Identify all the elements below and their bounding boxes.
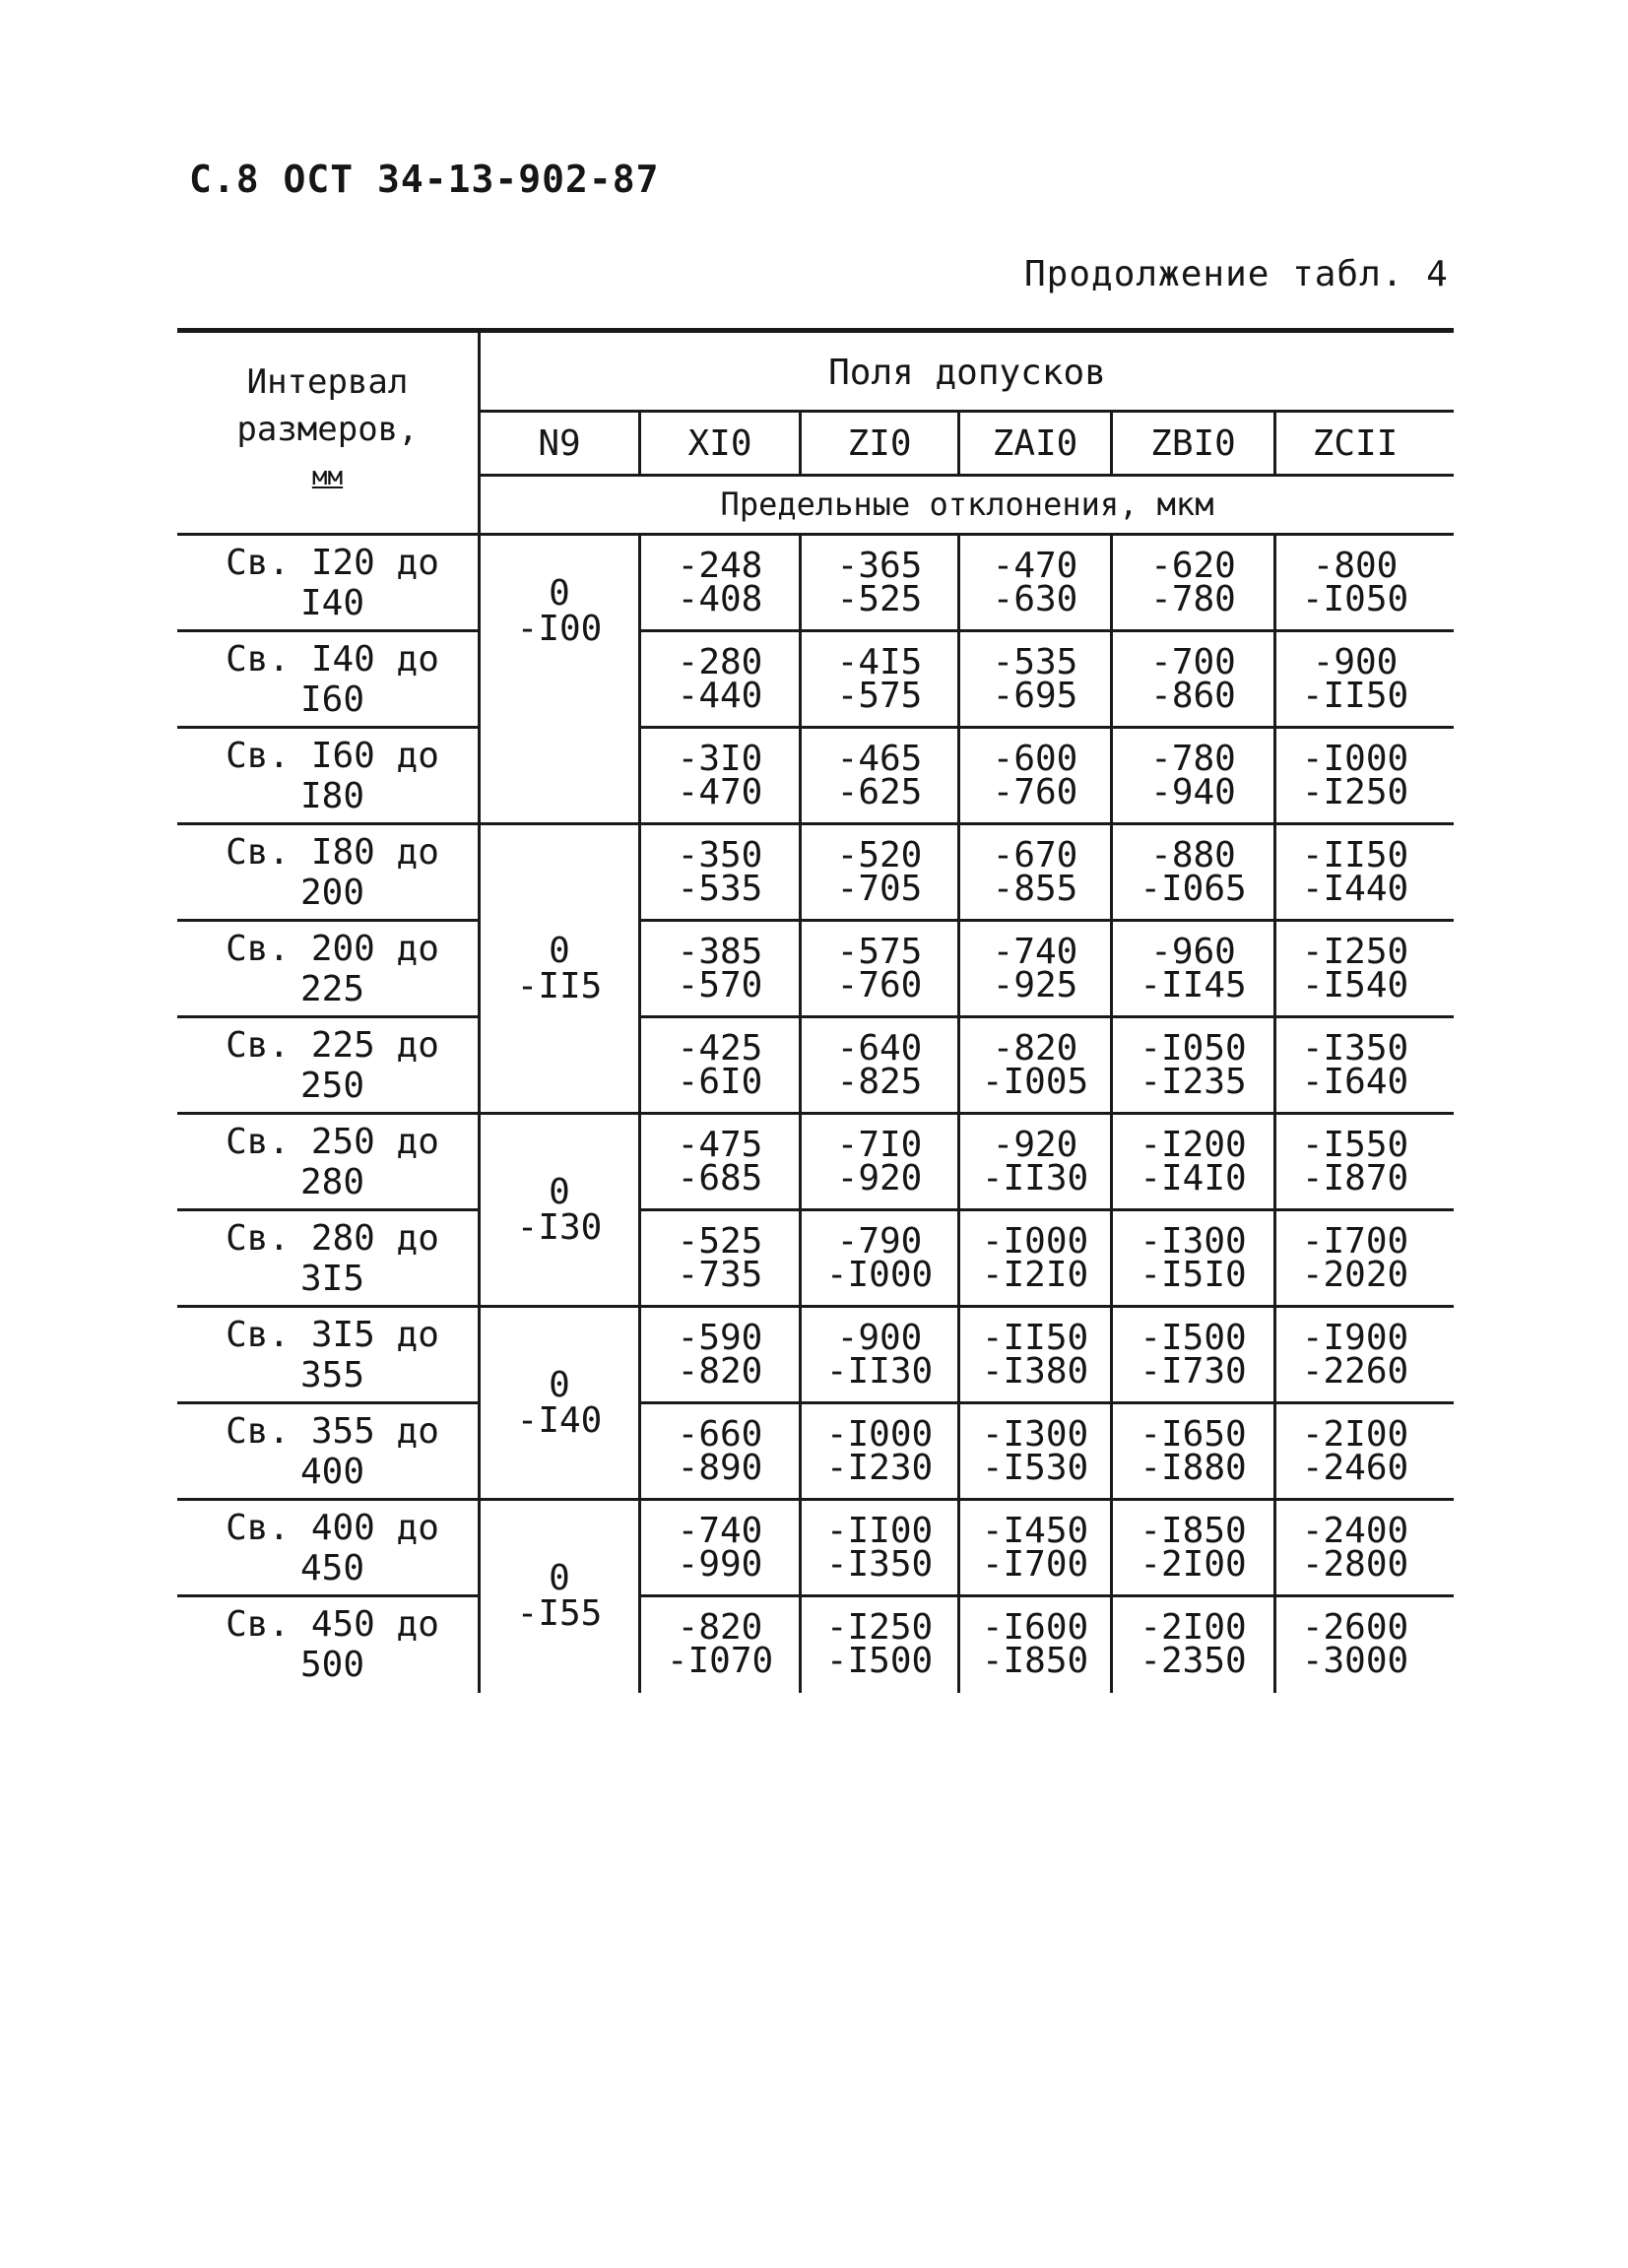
deviation-cell [1113, 728, 1273, 824]
tolerance-table [177, 328, 1454, 1726]
row-interval-label: Св. 280 до 3I5 [226, 1218, 439, 1299]
lower-deviation: -I235 [1140, 1062, 1247, 1102]
n9-deviation-group [481, 1307, 638, 1500]
deviation-cell [1276, 1114, 1434, 1210]
column-header-zb10: ZBI0 [1150, 422, 1236, 464]
lower-deviation: -570 [677, 965, 763, 1005]
lower-deviation: -II30 [825, 1351, 934, 1392]
upper-deviation: -I450 [981, 1511, 1089, 1551]
upper-deviation: -I850 [1140, 1511, 1247, 1551]
deviation-cell [960, 824, 1110, 921]
upper-deviation: -I350 [1301, 1028, 1409, 1069]
deviation-cell [1113, 535, 1273, 631]
n9-lower-deviation: -I40 [516, 1400, 603, 1441]
row-interval-label: Св. I80 до 200 [226, 832, 439, 913]
lower-deviation: -II50 [1301, 676, 1409, 716]
n9-upper-deviation: 0 [549, 1558, 570, 1598]
lower-deviation: -685 [677, 1158, 763, 1199]
upper-deviation: -II50 [981, 1318, 1089, 1358]
upper-deviation: -900 [1312, 642, 1399, 682]
deviation-cell [1113, 1596, 1273, 1693]
deviation-cell [1276, 1596, 1434, 1693]
deviation-cell [641, 728, 799, 824]
upper-deviation: -2400 [1301, 1511, 1409, 1551]
row-interval-label: Св. 355 до 400 [226, 1411, 439, 1492]
upper-deviation: -385 [677, 932, 763, 972]
row-interval-label: Св. 450 до 500 [226, 1604, 439, 1685]
deviation-cell [802, 1307, 957, 1403]
deviation-cell [641, 1500, 799, 1596]
column-header-x10: XI0 [687, 422, 752, 464]
deviation-cell [960, 535, 1110, 631]
lower-deviation: -825 [836, 1062, 923, 1102]
deviation-cell [1113, 921, 1273, 1017]
deviation-cell [641, 1596, 799, 1693]
lower-deviation: -2800 [1301, 1544, 1409, 1585]
lower-deviation: -2I00 [1140, 1544, 1247, 1585]
deviation-cell [1113, 1114, 1273, 1210]
deviation-cell [641, 1307, 799, 1403]
lower-deviation: -I700 [981, 1544, 1089, 1585]
n9-deviation-group [481, 824, 638, 1114]
lower-deviation: -920 [836, 1158, 923, 1199]
upper-deviation: -660 [677, 1414, 763, 1455]
deviation-cell [641, 1403, 799, 1500]
lower-deviation: -I530 [981, 1448, 1089, 1488]
lower-deviation: -440 [677, 676, 763, 716]
interval-header-line-1: Интервал [246, 362, 409, 402]
row-interval-label: Св. 400 до 450 [226, 1508, 439, 1588]
upper-deviation: -470 [992, 546, 1078, 586]
row-interval-label: Св. I20 до I40 [226, 543, 439, 623]
lower-deviation: -I070 [666, 1641, 774, 1681]
lower-deviation: -695 [992, 676, 1078, 716]
deviation-cell [802, 728, 957, 824]
row-interval-label: Св. 225 до 250 [226, 1025, 439, 1106]
upper-deviation: -600 [992, 739, 1078, 779]
deviation-cell [1113, 824, 1273, 921]
upper-deviation: -I600 [981, 1607, 1089, 1648]
upper-deviation: -2I00 [1140, 1607, 1247, 1648]
deviation-cell [960, 921, 1110, 1017]
upper-deviation: -425 [677, 1028, 763, 1069]
deviation-cell [802, 535, 957, 631]
row-interval-label: Св. I40 до I60 [226, 639, 439, 720]
deviation-cell [960, 1403, 1110, 1500]
deviation-cell [1276, 1210, 1434, 1307]
upper-deviation: -700 [1150, 642, 1236, 682]
deviation-cell [802, 1017, 957, 1114]
upper-deviation: -I000 [981, 1221, 1089, 1262]
n9-upper-deviation: 0 [549, 1365, 570, 1405]
lower-deviation: -I350 [825, 1544, 934, 1585]
upper-deviation: -575 [836, 932, 923, 972]
deviation-cell [960, 1596, 1110, 1693]
grid-vline [957, 410, 960, 474]
lower-deviation: -940 [1150, 772, 1236, 812]
lower-deviation: -3000 [1301, 1641, 1409, 1681]
upper-deviation: -I200 [1140, 1125, 1247, 1165]
upper-deviation: -820 [677, 1607, 763, 1648]
deviation-cell [960, 1500, 1110, 1596]
lower-deviation: -780 [1150, 579, 1236, 619]
n9-upper-deviation: 0 [549, 931, 570, 971]
lower-deviation: -2350 [1140, 1641, 1247, 1681]
lower-deviation: -I000 [825, 1255, 934, 1295]
deviation-cell [960, 1307, 1110, 1403]
lower-deviation: -I640 [1301, 1062, 1409, 1102]
deviation-cell [802, 631, 957, 728]
lower-deviation: -I250 [1301, 772, 1409, 812]
column-header-z10: ZI0 [847, 422, 912, 464]
deviation-cell [641, 535, 799, 631]
upper-deviation: -I550 [1301, 1125, 1409, 1165]
upper-deviation: -520 [836, 835, 923, 875]
deviations-header: Предельные отклонения, мкм [720, 486, 1214, 523]
upper-deviation: -2I00 [1301, 1414, 1409, 1455]
deviation-cell [1276, 1403, 1434, 1500]
upper-deviation: -740 [677, 1511, 763, 1551]
lower-deviation: -735 [677, 1255, 763, 1295]
upper-deviation: -475 [677, 1125, 763, 1165]
upper-deviation: -I050 [1140, 1028, 1247, 1069]
upper-deviation: -365 [836, 546, 923, 586]
row-interval-label: Св. 250 до 280 [226, 1122, 439, 1202]
upper-deviation: -465 [836, 739, 923, 779]
lower-deviation: -925 [992, 965, 1078, 1005]
upper-deviation: -II00 [825, 1511, 934, 1551]
lower-deviation: -I850 [981, 1641, 1089, 1681]
lower-deviation: -I730 [1140, 1351, 1247, 1392]
deviation-cell [1276, 631, 1434, 728]
grid-hline [478, 474, 1454, 477]
table-top-rule [177, 328, 1454, 333]
lower-deviation: -II45 [1140, 965, 1247, 1005]
lower-deviation: -525 [836, 579, 923, 619]
deviation-cell [641, 1210, 799, 1307]
upper-deviation: -I300 [981, 1414, 1089, 1455]
upper-deviation: -3I0 [677, 739, 763, 779]
upper-deviation: -525 [677, 1221, 763, 1262]
upper-deviation: -900 [836, 1318, 923, 1358]
interval-header [177, 336, 478, 523]
deviation-cell [802, 1210, 957, 1307]
lower-deviation: -820 [677, 1351, 763, 1392]
upper-deviation: -I700 [1301, 1221, 1409, 1262]
upper-deviation: -800 [1312, 546, 1399, 586]
deviation-cell [1276, 1307, 1434, 1403]
deviation-cell [960, 728, 1110, 824]
deviation-cell [1113, 1017, 1273, 1114]
upper-deviation: -4I5 [836, 642, 923, 682]
upper-deviation: -7I0 [836, 1125, 923, 1165]
upper-deviation: -2600 [1301, 1607, 1409, 1648]
upper-deviation: -790 [836, 1221, 923, 1262]
deviation-cell [641, 1114, 799, 1210]
table-caption: Продолжение табл. 4 [1024, 254, 1449, 294]
n9-lower-deviation: -I55 [516, 1593, 603, 1634]
upper-deviation: -I650 [1140, 1414, 1247, 1455]
lower-deviation: -6I0 [677, 1062, 763, 1102]
n9-deviation-group [481, 1500, 638, 1693]
deviation-cell [960, 1210, 1110, 1307]
page-reference: С.8 ОСТ 34-13-902-87 [189, 158, 660, 201]
n9-upper-deviation: 0 [549, 1172, 570, 1212]
lower-deviation: -630 [992, 579, 1078, 619]
upper-deviation: -920 [992, 1125, 1078, 1165]
upper-deviation: -I500 [1140, 1318, 1247, 1358]
lower-deviation: -I500 [825, 1641, 934, 1681]
upper-deviation: -I900 [1301, 1318, 1409, 1358]
lower-deviation: -705 [836, 869, 923, 909]
deviation-cell [1276, 921, 1434, 1017]
lower-deviation: -2460 [1301, 1448, 1409, 1488]
deviation-cell [1113, 1307, 1273, 1403]
lower-deviation: -I050 [1301, 579, 1409, 619]
lower-deviation: -760 [992, 772, 1078, 812]
lower-deviation: -I230 [825, 1448, 934, 1488]
upper-deviation: -780 [1150, 739, 1236, 779]
upper-deviation: -670 [992, 835, 1078, 875]
deviation-cell [802, 824, 957, 921]
lower-deviation: -890 [677, 1448, 763, 1488]
column-header-za10: ZAI0 [992, 422, 1078, 464]
lower-deviation: -I005 [981, 1062, 1089, 1102]
deviation-cell [641, 631, 799, 728]
deviation-cell [1276, 824, 1434, 921]
deviation-cell [1276, 535, 1434, 631]
n9-lower-deviation: -II5 [516, 966, 603, 1006]
upper-deviation: -640 [836, 1028, 923, 1069]
upper-deviation: -II50 [1301, 835, 1409, 875]
n9-upper-deviation: 0 [549, 573, 570, 615]
upper-deviation: -I000 [825, 1414, 934, 1455]
lower-deviation: -760 [836, 965, 923, 1005]
deviation-cell [641, 824, 799, 921]
lower-deviation: -2020 [1301, 1255, 1409, 1295]
upper-deviation: -820 [992, 1028, 1078, 1069]
deviation-cell [1113, 1403, 1273, 1500]
grid-vline [1110, 410, 1113, 474]
tolerance-fields-header: Поля допусков [828, 353, 1106, 393]
lower-deviation: -408 [677, 579, 763, 619]
deviation-cell [1113, 1500, 1273, 1596]
upper-deviation: -I000 [1301, 739, 1409, 779]
upper-deviation: -960 [1150, 932, 1236, 972]
lower-deviation: -470 [677, 772, 763, 812]
lower-deviation: -I4I0 [1140, 1158, 1247, 1199]
upper-deviation: -I250 [1301, 932, 1409, 972]
deviation-cell [960, 1114, 1110, 1210]
deviation-cell [641, 1017, 799, 1114]
deviation-cell [1113, 631, 1273, 728]
deviation-cell [641, 921, 799, 1017]
deviation-cell [802, 1114, 957, 1210]
deviation-cell [1276, 1017, 1434, 1114]
deviation-cell [960, 631, 1110, 728]
grid-hline [478, 410, 1454, 413]
deviation-cell [802, 921, 957, 1017]
interval-header-line-2: размеров, [236, 410, 419, 449]
deviation-cell [802, 1500, 957, 1596]
lower-deviation: -535 [677, 869, 763, 909]
n9-lower-deviation: -I00 [516, 609, 603, 650]
lower-deviation: -I065 [1140, 869, 1247, 909]
deviation-cell [960, 1017, 1110, 1114]
n9-deviation-group [481, 535, 638, 689]
upper-deviation: -I250 [825, 1607, 934, 1648]
lower-deviation: -I870 [1301, 1158, 1409, 1199]
n9-lower-deviation: -I30 [516, 1207, 603, 1248]
deviation-cell [1113, 1210, 1273, 1307]
grid-vline [799, 410, 802, 474]
lower-deviation: -I380 [981, 1351, 1089, 1392]
deviation-cell [802, 1596, 957, 1693]
upper-deviation: -350 [677, 835, 763, 875]
lower-deviation: -II30 [981, 1158, 1089, 1199]
column-header-zc11: ZCII [1312, 422, 1399, 464]
lower-deviation: -855 [992, 869, 1078, 909]
lower-deviation: -575 [836, 676, 923, 716]
upper-deviation: -280 [677, 642, 763, 682]
column-header-n9: N9 [538, 422, 581, 464]
lower-deviation: -I440 [1301, 869, 1409, 909]
n9-deviation-group [481, 1114, 638, 1307]
upper-deviation: -880 [1150, 835, 1236, 875]
grid-vline [1273, 410, 1276, 474]
lower-deviation: -860 [1150, 676, 1236, 716]
deviation-cell [1276, 1500, 1434, 1596]
upper-deviation: -I300 [1140, 1221, 1247, 1262]
lower-deviation: -I540 [1301, 965, 1409, 1005]
row-interval-label: Св. I60 до I80 [226, 736, 439, 816]
lower-deviation: -990 [677, 1544, 763, 1585]
deviation-cell [802, 1403, 957, 1500]
interval-header-unit: мм [311, 462, 344, 491]
lower-deviation: -2260 [1301, 1351, 1409, 1392]
lower-deviation: -625 [836, 772, 923, 812]
lower-deviation: -I880 [1140, 1448, 1247, 1488]
deviation-cell [1276, 728, 1434, 824]
upper-deviation: -248 [677, 546, 763, 586]
upper-deviation: -620 [1150, 546, 1236, 586]
upper-deviation: -590 [677, 1318, 763, 1358]
row-interval-label: Св. 200 до 225 [226, 929, 439, 1009]
lower-deviation: -I5I0 [1140, 1255, 1247, 1295]
upper-deviation: -740 [992, 932, 1078, 972]
lower-deviation: -I2I0 [981, 1255, 1089, 1295]
row-interval-label: Св. 3I5 до 355 [226, 1315, 439, 1395]
grid-vline [638, 410, 641, 474]
upper-deviation: -535 [992, 642, 1078, 682]
